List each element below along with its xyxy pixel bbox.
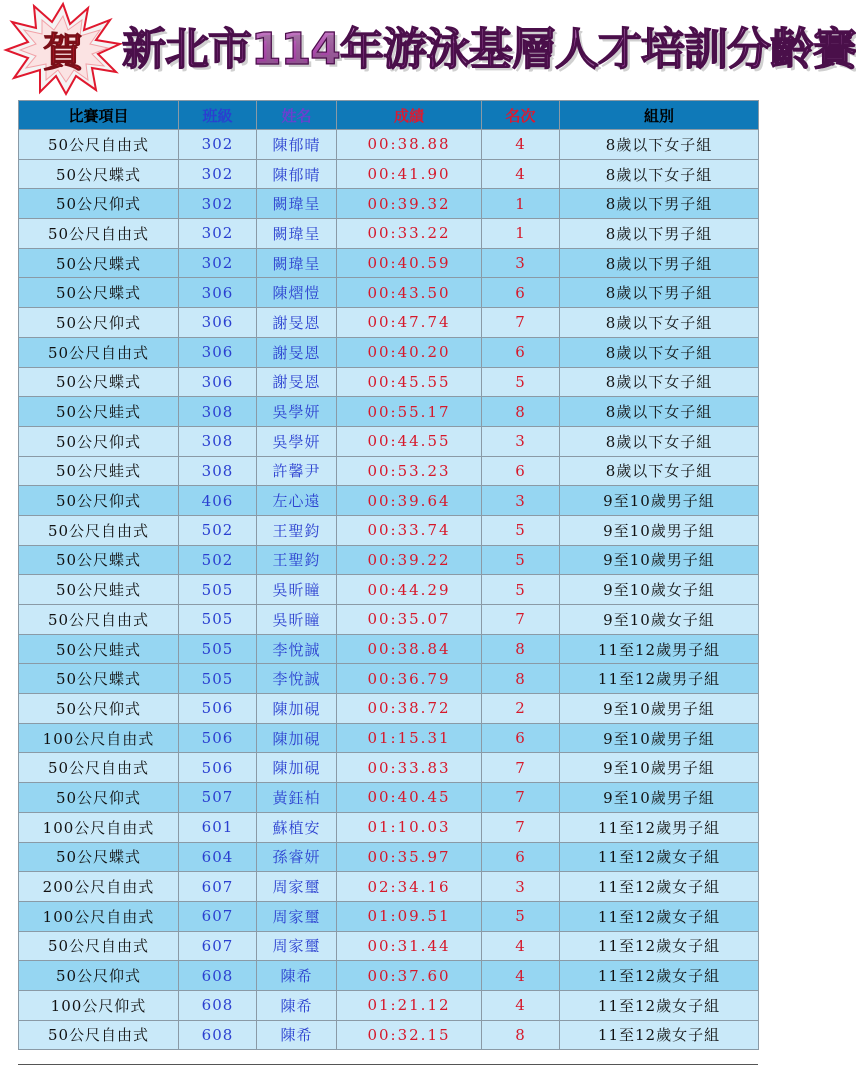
cell-event: 50公尺蝶式 (19, 159, 179, 189)
cell-group: 8歲以下男子組 (560, 278, 759, 308)
cell-group: 11至12歲女子組 (560, 872, 759, 902)
header-class: 班級 (179, 101, 257, 130)
cell-score: 00:40.59 (337, 248, 482, 278)
cell-event: 50公尺仰式 (19, 308, 179, 338)
cell-score: 00:33.83 (337, 753, 482, 783)
cell-score: 01:09.51 (337, 901, 482, 931)
cell-score: 00:40.45 (337, 783, 482, 813)
table-row (19, 456, 759, 486)
cell-event: 50公尺自由式 (19, 130, 179, 160)
cell-group: 11至12歲男子組 (560, 634, 759, 664)
cell-event: 50公尺蝶式 (19, 545, 179, 575)
cell-name: 王聖鈞 (257, 545, 337, 575)
cell-score: 00:39.32 (337, 189, 482, 219)
page-header (0, 0, 856, 100)
cell-name: 陳加硯 (257, 694, 337, 724)
cell-name: 黃鈺柏 (257, 783, 337, 813)
cell-event: 50公尺自由式 (19, 219, 179, 249)
cell-group: 11至12歲男子組 (560, 812, 759, 842)
cell-class: 507 (179, 783, 257, 813)
cell-group: 8歲以下男子組 (560, 189, 759, 219)
cell-name: 周家璽 (257, 872, 337, 902)
cell-rank: 7 (482, 783, 560, 813)
cell-score: 00:45.55 (337, 367, 482, 397)
cell-group: 11至12歲女子組 (560, 990, 759, 1020)
cell-group: 8歲以下女子組 (560, 456, 759, 486)
cell-score: 00:47.74 (337, 308, 482, 338)
cell-rank: 6 (482, 337, 560, 367)
cell-event: 50公尺自由式 (19, 931, 179, 961)
cell-rank: 7 (482, 605, 560, 635)
cell-name: 吳學妍 (257, 426, 337, 456)
cell-class: 505 (179, 634, 257, 664)
cell-score: 00:38.72 (337, 694, 482, 724)
cell-class: 406 (179, 486, 257, 516)
cell-score: 00:35.07 (337, 605, 482, 635)
cell-rank: 5 (482, 575, 560, 605)
bottom-divider (18, 1064, 758, 1065)
cell-name: 周家璽 (257, 931, 337, 961)
header-rank: 名次 (482, 101, 560, 130)
cell-name: 左心遠 (257, 486, 337, 516)
table-row (19, 219, 759, 249)
results-table (18, 100, 759, 1050)
cell-score: 01:10.03 (337, 812, 482, 842)
cell-rank: 4 (482, 990, 560, 1020)
cell-event: 50公尺仰式 (19, 426, 179, 456)
cell-name: 謝旻恩 (257, 337, 337, 367)
cell-class: 608 (179, 1020, 257, 1050)
cell-event: 50公尺蝶式 (19, 248, 179, 278)
cell-event: 50公尺蛙式 (19, 456, 179, 486)
table-row (19, 278, 759, 308)
table-row (19, 901, 759, 931)
header-event: 比賽項目 (19, 101, 179, 130)
cell-group: 8歲以下女子組 (560, 426, 759, 456)
table-header-row (19, 101, 759, 130)
cell-class: 506 (179, 753, 257, 783)
cell-class: 302 (179, 159, 257, 189)
cell-score: 00:36.79 (337, 664, 482, 694)
cell-class: 308 (179, 456, 257, 486)
cell-class: 505 (179, 575, 257, 605)
cell-event: 50公尺蛙式 (19, 397, 179, 427)
cell-event: 50公尺蝶式 (19, 278, 179, 308)
cell-class: 601 (179, 812, 257, 842)
table-row (19, 723, 759, 753)
cell-score: 00:37.60 (337, 961, 482, 991)
cell-name: 闕瑋呈 (257, 189, 337, 219)
cell-class: 306 (179, 278, 257, 308)
cell-name: 李悅誠 (257, 634, 337, 664)
cell-event: 100公尺仰式 (19, 990, 179, 1020)
cell-class: 506 (179, 723, 257, 753)
cell-name: 吳昕瞳 (257, 575, 337, 605)
cell-class: 604 (179, 842, 257, 872)
cell-score: 00:40.20 (337, 337, 482, 367)
table-row (19, 130, 759, 160)
cell-name: 陳熠愷 (257, 278, 337, 308)
header-name: 姓名 (257, 101, 337, 130)
cell-name: 謝旻恩 (257, 308, 337, 338)
starburst-badge (4, 2, 122, 94)
badge-glyph: 賀 (43, 30, 83, 76)
cell-rank: 3 (482, 872, 560, 902)
cell-group: 8歲以下女子組 (560, 308, 759, 338)
cell-class: 505 (179, 664, 257, 694)
cell-event: 100公尺自由式 (19, 901, 179, 931)
cell-name: 許馨尹 (257, 456, 337, 486)
cell-rank: 3 (482, 426, 560, 456)
cell-name: 陳加硯 (257, 753, 337, 783)
cell-rank: 8 (482, 664, 560, 694)
cell-name: 李悅誠 (257, 664, 337, 694)
cell-name: 吳昕瞳 (257, 605, 337, 635)
cell-score: 00:39.64 (337, 486, 482, 516)
cell-group: 11至12歲女子組 (560, 1020, 759, 1050)
cell-event: 200公尺自由式 (19, 872, 179, 902)
cell-group: 8歲以下女子組 (560, 337, 759, 367)
cell-score: 00:44.29 (337, 575, 482, 605)
cell-class: 308 (179, 397, 257, 427)
cell-class: 306 (179, 337, 257, 367)
cell-class: 302 (179, 130, 257, 160)
cell-name: 周家璽 (257, 901, 337, 931)
cell-rank: 8 (482, 634, 560, 664)
cell-group: 11至12歲女子組 (560, 931, 759, 961)
cell-event: 50公尺蝶式 (19, 664, 179, 694)
cell-rank: 7 (482, 308, 560, 338)
cell-score: 01:21.12 (337, 990, 482, 1020)
table-row (19, 961, 759, 991)
cell-event: 100公尺自由式 (19, 812, 179, 842)
cell-name: 謝旻恩 (257, 367, 337, 397)
cell-rank: 7 (482, 753, 560, 783)
cell-group: 9至10歲男子組 (560, 486, 759, 516)
cell-rank: 1 (482, 219, 560, 249)
header-group: 組別 (560, 101, 759, 130)
cell-event: 50公尺自由式 (19, 515, 179, 545)
header-score: 成績 (337, 101, 482, 130)
cell-group: 8歲以下女子組 (560, 159, 759, 189)
cell-name: 陳郁晴 (257, 130, 337, 160)
cell-event: 50公尺仰式 (19, 961, 179, 991)
cell-rank: 6 (482, 278, 560, 308)
cell-class: 308 (179, 426, 257, 456)
cell-rank: 6 (482, 456, 560, 486)
cell-event: 50公尺蝶式 (19, 367, 179, 397)
table-row (19, 812, 759, 842)
cell-group: 9至10歲男子組 (560, 694, 759, 724)
cell-rank: 4 (482, 159, 560, 189)
cell-class: 506 (179, 694, 257, 724)
cell-event: 50公尺仰式 (19, 783, 179, 813)
cell-group: 9至10歲男子組 (560, 783, 759, 813)
cell-group: 8歲以下女子組 (560, 367, 759, 397)
cell-class: 607 (179, 901, 257, 931)
page-title: 新北市114年游泳基層人才培訓分齡賽 (122, 4, 856, 96)
cell-score: 00:44.55 (337, 426, 482, 456)
cell-rank: 3 (482, 486, 560, 516)
cell-group: 8歲以下女子組 (560, 397, 759, 427)
cell-rank: 6 (482, 842, 560, 872)
cell-event: 50公尺自由式 (19, 1020, 179, 1050)
cell-group: 9至10歲男子組 (560, 753, 759, 783)
cell-score: 00:55.17 (337, 397, 482, 427)
cell-group: 8歲以下男子組 (560, 248, 759, 278)
cell-group: 9至10歲女子組 (560, 605, 759, 635)
cell-score: 00:35.97 (337, 842, 482, 872)
table-row (19, 189, 759, 219)
cell-event: 50公尺自由式 (19, 753, 179, 783)
table-row (19, 248, 759, 278)
table-row (19, 575, 759, 605)
cell-name: 陳郁晴 (257, 159, 337, 189)
cell-score: 00:41.90 (337, 159, 482, 189)
cell-rank: 4 (482, 961, 560, 991)
cell-class: 607 (179, 872, 257, 902)
cell-group: 11至12歲女子組 (560, 961, 759, 991)
cell-rank: 5 (482, 545, 560, 575)
table-row (19, 605, 759, 635)
cell-event: 50公尺蝶式 (19, 842, 179, 872)
cell-name: 陳加硯 (257, 723, 337, 753)
cell-score: 02:34.16 (337, 872, 482, 902)
cell-name: 王聖鈞 (257, 515, 337, 545)
cell-class: 302 (179, 189, 257, 219)
cell-event: 50公尺仰式 (19, 189, 179, 219)
table-row (19, 990, 759, 1020)
table-row (19, 694, 759, 724)
cell-rank: 4 (482, 931, 560, 961)
cell-score: 00:31.44 (337, 931, 482, 961)
cell-class: 306 (179, 308, 257, 338)
cell-event: 50公尺自由式 (19, 337, 179, 367)
cell-rank: 8 (482, 397, 560, 427)
table-row (19, 397, 759, 427)
cell-name: 闕瑋呈 (257, 248, 337, 278)
table-row (19, 367, 759, 397)
table-row (19, 486, 759, 516)
cell-rank: 5 (482, 367, 560, 397)
table-row (19, 545, 759, 575)
cell-rank: 8 (482, 1020, 560, 1050)
table-row (19, 337, 759, 367)
cell-rank: 5 (482, 515, 560, 545)
cell-group: 11至12歲女子組 (560, 842, 759, 872)
table-row (19, 1020, 759, 1050)
cell-score: 00:38.84 (337, 634, 482, 664)
cell-event: 50公尺自由式 (19, 605, 179, 635)
table-row (19, 842, 759, 872)
cell-name: 闕瑋呈 (257, 219, 337, 249)
cell-score: 00:39.22 (337, 545, 482, 575)
cell-name: 陳希 (257, 1020, 337, 1050)
cell-class: 302 (179, 219, 257, 249)
cell-score: 00:43.50 (337, 278, 482, 308)
cell-name: 蘇植安 (257, 812, 337, 842)
cell-class: 608 (179, 961, 257, 991)
cell-group: 9至10歲男子組 (560, 515, 759, 545)
table-row (19, 931, 759, 961)
cell-group: 9至10歲男子組 (560, 723, 759, 753)
cell-score: 00:32.15 (337, 1020, 482, 1050)
table-row (19, 664, 759, 694)
cell-group: 9至10歲男子組 (560, 545, 759, 575)
cell-class: 608 (179, 990, 257, 1020)
cell-name: 吳學妍 (257, 397, 337, 427)
cell-event: 50公尺仰式 (19, 486, 179, 516)
cell-rank: 7 (482, 812, 560, 842)
cell-score: 00:38.88 (337, 130, 482, 160)
cell-event: 100公尺自由式 (19, 723, 179, 753)
cell-class: 306 (179, 367, 257, 397)
table-row (19, 515, 759, 545)
cell-rank: 4 (482, 130, 560, 160)
table-row (19, 159, 759, 189)
cell-class: 302 (179, 248, 257, 278)
cell-score: 00:33.22 (337, 219, 482, 249)
cell-event: 50公尺仰式 (19, 694, 179, 724)
table-row (19, 634, 759, 664)
cell-name: 孫睿妍 (257, 842, 337, 872)
cell-class: 502 (179, 515, 257, 545)
cell-score: 00:33.74 (337, 515, 482, 545)
cell-class: 502 (179, 545, 257, 575)
cell-rank: 6 (482, 723, 560, 753)
cell-rank: 1 (482, 189, 560, 219)
table-row (19, 783, 759, 813)
cell-class: 505 (179, 605, 257, 635)
table-row (19, 753, 759, 783)
cell-name: 陳希 (257, 961, 337, 991)
cell-event: 50公尺蛙式 (19, 575, 179, 605)
cell-group: 8歲以下男子組 (560, 219, 759, 249)
cell-name: 陳希 (257, 990, 337, 1020)
cell-group: 8歲以下女子組 (560, 130, 759, 160)
table-row (19, 308, 759, 338)
table-row (19, 426, 759, 456)
cell-group: 11至12歲女子組 (560, 901, 759, 931)
cell-group: 9至10歲女子組 (560, 575, 759, 605)
cell-event: 50公尺蛙式 (19, 634, 179, 664)
cell-group: 11至12歲男子組 (560, 664, 759, 694)
cell-class: 607 (179, 931, 257, 961)
table-row (19, 872, 759, 902)
cell-rank: 3 (482, 248, 560, 278)
cell-rank: 5 (482, 901, 560, 931)
cell-score: 01:15.31 (337, 723, 482, 753)
cell-rank: 2 (482, 694, 560, 724)
cell-score: 00:53.23 (337, 456, 482, 486)
